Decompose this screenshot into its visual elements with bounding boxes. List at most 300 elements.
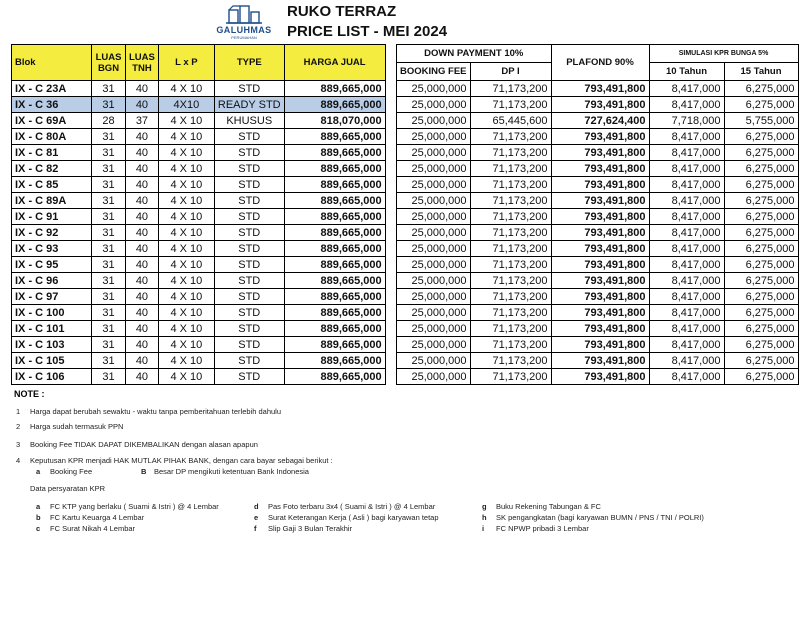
cell-lxp: 4 X 10 <box>158 289 214 305</box>
cell-blok: IX - C 85 <box>12 177 92 193</box>
unit-row <box>12 225 386 241</box>
cell-blok: IX - C 82 <box>12 161 92 177</box>
cell-booking-fee: 25,000,000 <box>397 337 471 353</box>
cell-harga: 889,665,000 <box>284 145 385 161</box>
cell-tenor-10: 8,417,000 <box>649 177 724 193</box>
payment-table <box>396 44 799 385</box>
cell-booking-fee: 25,000,000 <box>397 353 471 369</box>
cell-dp: 71,173,200 <box>470 369 551 385</box>
cell-luas-tnh: 40 <box>126 321 159 337</box>
payment-a-key: a <box>36 467 41 476</box>
cell-harga: 889,665,000 <box>284 241 385 257</box>
doc-f-key: f <box>254 524 257 533</box>
unit-row <box>12 161 386 177</box>
cell-tenor-15: 5,755,000 <box>724 113 798 129</box>
cell-luas-tnh: 40 <box>126 369 159 385</box>
unit-row <box>12 97 386 113</box>
cell-lxp: 4 X 10 <box>158 145 214 161</box>
cell-tenor-10: 8,417,000 <box>649 161 724 177</box>
cell-plafond: 793,491,800 <box>551 97 649 113</box>
down-payment-header: DOWN PAYMENT 10% <box>397 45 552 63</box>
cell-blok: IX - C 103 <box>12 337 92 353</box>
cell-luas-tnh: 40 <box>126 257 159 273</box>
cell-lxp: 4 X 10 <box>158 161 214 177</box>
cell-lxp: 4 X 10 <box>158 225 214 241</box>
cell-tenor-15: 6,275,000 <box>724 257 798 273</box>
doc-d-key: d <box>254 502 259 511</box>
payment-row <box>397 337 799 353</box>
cell-lxp: 4 X 10 <box>158 257 214 273</box>
cell-type: STD <box>214 305 284 321</box>
cell-dp: 71,173,200 <box>470 273 551 289</box>
cell-luas-bgn: 31 <box>92 337 126 353</box>
cell-tenor-15: 6,275,000 <box>724 353 798 369</box>
cell-blok: IX - C 101 <box>12 321 92 337</box>
unit-table <box>11 44 386 385</box>
cell-type: STD <box>214 353 284 369</box>
cell-harga: 889,665,000 <box>284 81 385 97</box>
cell-booking-fee: 25,000,000 <box>397 193 471 209</box>
unit-row <box>12 273 386 289</box>
unit-row <box>12 321 386 337</box>
cell-tenor-15: 6,275,000 <box>724 129 798 145</box>
cell-harga: 889,665,000 <box>284 97 385 113</box>
unit-row <box>12 145 386 161</box>
cell-dp: 71,173,200 <box>470 97 551 113</box>
col-luas-bgn-header <box>92 45 126 81</box>
cell-type: STD <box>214 241 284 257</box>
cell-blok: IX - C 89A <box>12 193 92 209</box>
cell-type: STD <box>214 369 284 385</box>
docs-heading: Data persyaratan KPR <box>30 484 106 493</box>
cell-plafond: 793,491,800 <box>551 129 649 145</box>
cell-luas-bgn: 31 <box>92 369 126 385</box>
payment-row <box>397 177 799 193</box>
cell-booking-fee: 25,000,000 <box>397 209 471 225</box>
payment-row <box>397 305 799 321</box>
doc-e-text: Surat Keterangan Kerja ( Asli ) bagi karyawan tetap <box>268 513 439 522</box>
payment-b-key: B <box>141 467 147 476</box>
cell-tenor-15: 6,275,000 <box>724 81 798 97</box>
payment-row <box>397 129 799 145</box>
page-header <box>0 0 804 44</box>
payment-row <box>397 225 799 241</box>
cell-plafond: 793,491,800 <box>551 145 649 161</box>
cell-booking-fee: 25,000,000 <box>397 113 471 129</box>
unit-table-body <box>12 81 386 385</box>
payment-row <box>397 97 799 113</box>
cell-luas-bgn: 31 <box>92 353 126 369</box>
payment-row <box>397 145 799 161</box>
cell-luas-bgn: 31 <box>92 257 126 273</box>
cell-luas-tnh: 40 <box>126 193 159 209</box>
tenor-10-header: 10 Tahun <box>649 63 724 81</box>
cell-luas-bgn: 31 <box>92 97 126 113</box>
payment-row <box>397 241 799 257</box>
cell-harga: 889,665,000 <box>284 177 385 193</box>
col-type-header: TYPE <box>214 45 284 81</box>
cell-tenor-10: 8,417,000 <box>649 337 724 353</box>
cell-harga: 889,665,000 <box>284 257 385 273</box>
unit-row <box>12 353 386 369</box>
col-luas-tnh-line2: TNH <box>132 62 152 74</box>
cell-booking-fee: 25,000,000 <box>397 161 471 177</box>
cell-tenor-10: 8,417,000 <box>649 257 724 273</box>
cell-booking-fee: 25,000,000 <box>397 257 471 273</box>
cell-booking-fee: 25,000,000 <box>397 305 471 321</box>
col-luas-bgn-line2: BGN <box>97 62 120 74</box>
payment-b-text: Besar DP mengikuti ketentuan Bank Indonesia <box>154 467 309 476</box>
doc-a-key: a <box>36 502 41 511</box>
cell-dp: 71,173,200 <box>470 177 551 193</box>
cell-dp: 71,173,200 <box>470 81 551 97</box>
unit-row <box>12 241 386 257</box>
plafond-header: PLAFOND 90% <box>551 45 649 81</box>
payment-table-body <box>397 81 799 385</box>
cell-luas-tnh: 40 <box>126 337 159 353</box>
cell-blok: IX - C 23A <box>12 81 92 97</box>
cell-tenor-15: 6,275,000 <box>724 161 798 177</box>
note-3-num: 3 <box>16 440 21 449</box>
doc-i-key: i <box>482 524 485 533</box>
cell-harga: 889,665,000 <box>284 289 385 305</box>
cell-plafond: 793,491,800 <box>551 257 649 273</box>
cell-dp: 71,173,200 <box>470 161 551 177</box>
cell-type: KHUSUS <box>214 113 284 129</box>
cell-booking-fee: 25,000,000 <box>397 225 471 241</box>
cell-luas-tnh: 40 <box>126 161 159 177</box>
cell-dp: 71,173,200 <box>470 193 551 209</box>
cell-harga: 889,665,000 <box>284 321 385 337</box>
payment-a-text: Booking Fee <box>50 467 93 476</box>
doc-d-text: Pas Foto terbaru 3x4 ( Suami & Istri ) @ 4 Lembar <box>268 502 436 511</box>
logo-text: GALUHMAS <box>216 25 272 35</box>
cell-lxp: 4X10 <box>158 97 214 113</box>
cell-luas-bgn: 31 <box>92 289 126 305</box>
cell-lxp: 4 X 10 <box>158 321 214 337</box>
cell-lxp: 4 X 10 <box>158 337 214 353</box>
cell-lxp: 4 X 10 <box>158 209 214 225</box>
unit-row <box>12 257 386 273</box>
cell-blok: IX - C 81 <box>12 145 92 161</box>
cell-luas-bgn: 31 <box>92 81 126 97</box>
col-luas-tnh-line1: LUAS <box>129 51 155 63</box>
cell-plafond: 793,491,800 <box>551 193 649 209</box>
note-2-text: Harga sudah termasuk PPN <box>30 422 124 431</box>
payment-row <box>397 321 799 337</box>
cell-type: STD <box>214 129 284 145</box>
cell-dp: 65,445,600 <box>470 113 551 129</box>
cell-dp: 71,173,200 <box>470 145 551 161</box>
note-4-num: 4 <box>16 456 21 465</box>
cell-harga: 889,665,000 <box>284 129 385 145</box>
cell-luas-tnh: 40 <box>126 129 159 145</box>
cell-tenor-10: 8,417,000 <box>649 353 724 369</box>
cell-type: STD <box>214 81 284 97</box>
cell-harga: 889,665,000 <box>284 353 385 369</box>
building-icon <box>226 4 262 24</box>
cell-luas-tnh: 40 <box>126 305 159 321</box>
cell-luas-bgn: 31 <box>92 161 126 177</box>
cell-dp: 71,173,200 <box>470 241 551 257</box>
cell-luas-tnh: 40 <box>126 145 159 161</box>
cell-plafond: 793,491,800 <box>551 161 649 177</box>
cell-tenor-15: 6,275,000 <box>724 241 798 257</box>
cell-plafond: 727,624,400 <box>551 113 649 129</box>
cell-tenor-10: 8,417,000 <box>649 305 724 321</box>
dp-header: DP I <box>470 63 551 81</box>
cell-tenor-15: 6,275,000 <box>724 177 798 193</box>
cell-booking-fee: 25,000,000 <box>397 81 471 97</box>
doc-h-key: h <box>482 513 487 522</box>
cell-dp: 71,173,200 <box>470 225 551 241</box>
note-2-num: 2 <box>16 422 21 431</box>
cell-plafond: 793,491,800 <box>551 353 649 369</box>
cell-booking-fee: 25,000,000 <box>397 145 471 161</box>
unit-row <box>12 305 386 321</box>
cell-plafond: 793,491,800 <box>551 337 649 353</box>
unit-row <box>12 209 386 225</box>
cell-tenor-15: 6,275,000 <box>724 225 798 241</box>
unit-row <box>12 177 386 193</box>
cell-dp: 71,173,200 <box>470 353 551 369</box>
cell-tenor-10: 8,417,000 <box>649 369 724 385</box>
cell-luas-tnh: 37 <box>126 113 159 129</box>
payment-row <box>397 257 799 273</box>
cell-blok: IX - C 97 <box>12 289 92 305</box>
cell-blok: IX - C 80A <box>12 129 92 145</box>
note-1-text: Harga dapat berubah sewaktu - waktu tanpa pemberitahuan terlebih dahulu <box>30 407 282 416</box>
payment-row <box>397 193 799 209</box>
cell-luas-bgn: 31 <box>92 145 126 161</box>
doc-e-key: e <box>254 513 259 522</box>
booking-fee-header: BOOKING FEE <box>397 63 471 81</box>
cell-tenor-15: 6,275,000 <box>724 289 798 305</box>
col-blok-header: Blok <box>12 45 92 81</box>
cell-lxp: 4 X 10 <box>158 353 214 369</box>
cell-dp: 71,173,200 <box>470 257 551 273</box>
logo-subtext: PERUMAHAN <box>231 35 257 40</box>
cell-harga: 889,665,000 <box>284 225 385 241</box>
cell-lxp: 4 X 10 <box>158 81 214 97</box>
payment-row <box>397 289 799 305</box>
cell-tenor-15: 6,275,000 <box>724 97 798 113</box>
note-3-text: Booking Fee TIDAK DAPAT DIKEMBALIKAN dengan alasan apapun <box>30 440 258 449</box>
cell-luas-bgn: 31 <box>92 209 126 225</box>
cell-luas-tnh: 40 <box>126 289 159 305</box>
cell-harga: 818,070,000 <box>284 113 385 129</box>
note-1-num: 1 <box>16 407 21 416</box>
cell-harga: 889,665,000 <box>284 337 385 353</box>
cell-luas-tnh: 40 <box>126 353 159 369</box>
doc-c-key: c <box>36 524 41 533</box>
cell-blok: IX - C 91 <box>12 209 92 225</box>
cell-plafond: 793,491,800 <box>551 369 649 385</box>
cell-tenor-10: 8,417,000 <box>649 273 724 289</box>
cell-type: STD <box>214 177 284 193</box>
cell-harga: 889,665,000 <box>284 209 385 225</box>
cell-luas-bgn: 31 <box>92 225 126 241</box>
cell-plafond: 793,491,800 <box>551 81 649 97</box>
cell-blok: IX - C 105 <box>12 353 92 369</box>
cell-booking-fee: 25,000,000 <box>397 177 471 193</box>
doc-c-text: FC Surat Nikah 4 Lembar <box>50 524 136 533</box>
cell-type: STD <box>214 145 284 161</box>
cell-luas-tnh: 40 <box>126 97 159 113</box>
cell-luas-bgn: 31 <box>92 193 126 209</box>
payment-row <box>397 113 799 129</box>
col-harga-header: HARGA JUAL <box>284 45 385 81</box>
cell-lxp: 4 X 10 <box>158 241 214 257</box>
cell-blok: IX - C 106 <box>12 369 92 385</box>
doc-g-text: Buku Rekening Tabungan & FC <box>496 502 601 511</box>
cell-tenor-10: 8,417,000 <box>649 225 724 241</box>
cell-dp: 71,173,200 <box>470 289 551 305</box>
cell-luas-bgn: 31 <box>92 321 126 337</box>
doc-b-text: FC Kartu Keuarga 4 Lembar <box>50 513 145 522</box>
cell-tenor-10: 8,417,000 <box>649 209 724 225</box>
cell-type: STD <box>214 209 284 225</box>
cell-tenor-10: 8,417,000 <box>649 129 724 145</box>
cell-tenor-15: 6,275,000 <box>724 145 798 161</box>
cell-plafond: 793,491,800 <box>551 209 649 225</box>
cell-tenor-10: 8,417,000 <box>649 321 724 337</box>
cell-tenor-15: 6,275,000 <box>724 305 798 321</box>
cell-booking-fee: 25,000,000 <box>397 289 471 305</box>
cell-dp: 71,173,200 <box>470 337 551 353</box>
cell-luas-bgn: 31 <box>92 273 126 289</box>
cell-type: STD <box>214 337 284 353</box>
cell-type: STD <box>214 273 284 289</box>
cell-plafond: 793,491,800 <box>551 177 649 193</box>
col-luas-tnh-header <box>126 45 159 81</box>
cell-booking-fee: 25,000,000 <box>397 273 471 289</box>
page-subtitle: PRICE LIST - MEI 2024 <box>287 23 448 40</box>
cell-harga: 889,665,000 <box>284 273 385 289</box>
payment-header-row-1 <box>397 45 799 63</box>
table-header-row <box>12 45 386 81</box>
cell-plafond: 793,491,800 <box>551 241 649 257</box>
cell-lxp: 4 X 10 <box>158 113 214 129</box>
cell-type: STD <box>214 289 284 305</box>
cell-blok: IX - C 69A <box>12 113 92 129</box>
cell-tenor-10: 8,417,000 <box>649 97 724 113</box>
cell-blok: IX - C 93 <box>12 241 92 257</box>
cell-dp: 71,173,200 <box>470 129 551 145</box>
cell-luas-tnh: 40 <box>126 225 159 241</box>
cell-tenor-15: 6,275,000 <box>724 209 798 225</box>
cell-plafond: 793,491,800 <box>551 305 649 321</box>
cell-luas-tnh: 40 <box>126 241 159 257</box>
cell-plafond: 793,491,800 <box>551 225 649 241</box>
cell-type: READY STD <box>214 97 284 113</box>
cell-tenor-10: 8,417,000 <box>649 81 724 97</box>
cell-luas-tnh: 40 <box>126 273 159 289</box>
tenor-15-header: 15 Tahun <box>724 63 798 81</box>
cell-harga: 889,665,000 <box>284 161 385 177</box>
cell-luas-tnh: 40 <box>126 177 159 193</box>
unit-row <box>12 113 386 129</box>
payment-row <box>397 209 799 225</box>
doc-g-key: g <box>482 502 487 511</box>
cell-harga: 889,665,000 <box>284 369 385 385</box>
cell-booking-fee: 25,000,000 <box>397 97 471 113</box>
cell-lxp: 4 X 10 <box>158 177 214 193</box>
unit-row <box>12 289 386 305</box>
col-lxp-header: L x P <box>158 45 214 81</box>
cell-dp: 71,173,200 <box>470 321 551 337</box>
cell-dp: 71,173,200 <box>470 209 551 225</box>
cell-lxp: 4 X 10 <box>158 305 214 321</box>
unit-row <box>12 337 386 353</box>
cell-blok: IX - C 100 <box>12 305 92 321</box>
galuhmas-logo <box>212 4 276 42</box>
doc-b-key: b <box>36 513 41 522</box>
cell-tenor-10: 8,417,000 <box>649 241 724 257</box>
cell-plafond: 793,491,800 <box>551 289 649 305</box>
cell-tenor-10: 8,417,000 <box>649 145 724 161</box>
cell-lxp: 4 X 10 <box>158 273 214 289</box>
note-4-text: Keputusan KPR menjadi HAK MUTLAK PIHAK BANK, dengan cara bayar sebagai berikut : <box>30 456 333 465</box>
cell-harga: 889,665,000 <box>284 305 385 321</box>
doc-h-text: SK pengangkatan (bagi karyawan BUMN / PNS / TNI / POLRI) <box>496 513 704 522</box>
page-title: RUKO TERRAZ <box>287 3 397 20</box>
cell-luas-tnh: 40 <box>126 81 159 97</box>
cell-tenor-15: 6,275,000 <box>724 193 798 209</box>
cell-luas-bgn: 31 <box>92 177 126 193</box>
cell-type: STD <box>214 321 284 337</box>
cell-blok: IX - C 36 <box>12 97 92 113</box>
col-luas-bgn-line1: LUAS <box>95 51 122 63</box>
cell-booking-fee: 25,000,000 <box>397 321 471 337</box>
payment-row <box>397 161 799 177</box>
cell-harga: 889,665,000 <box>284 193 385 209</box>
doc-f-text: Slip Gaji 3 Bulan Terakhir <box>268 524 353 533</box>
cell-type: STD <box>214 161 284 177</box>
unit-row <box>12 129 386 145</box>
cell-lxp: 4 X 10 <box>158 193 214 209</box>
cell-luas-bgn: 31 <box>92 129 126 145</box>
doc-i-text: FC NPWP pribadi 3 Lembar <box>496 524 589 533</box>
cell-tenor-10: 8,417,000 <box>649 193 724 209</box>
cell-blok: IX - C 92 <box>12 225 92 241</box>
payment-row <box>397 369 799 385</box>
cell-tenor-10: 7,718,000 <box>649 113 724 129</box>
cell-booking-fee: 25,000,000 <box>397 129 471 145</box>
cell-luas-bgn: 28 <box>92 113 126 129</box>
cell-type: STD <box>214 257 284 273</box>
unit-row <box>12 369 386 385</box>
cell-luas-bgn: 31 <box>92 241 126 257</box>
cell-lxp: 4 X 10 <box>158 369 214 385</box>
cell-luas-tnh: 40 <box>126 209 159 225</box>
cell-booking-fee: 25,000,000 <box>397 241 471 257</box>
doc-a-text: FC KTP yang berlaku ( Suami & Istri ) @ 4 Lembar <box>50 502 219 511</box>
cell-tenor-15: 6,275,000 <box>724 273 798 289</box>
notes-heading: NOTE : <box>14 389 45 399</box>
cell-dp: 71,173,200 <box>470 305 551 321</box>
payment-row <box>397 81 799 97</box>
cell-lxp: 4 X 10 <box>158 129 214 145</box>
cell-booking-fee: 25,000,000 <box>397 369 471 385</box>
simulasi-header: SIMULASI KPR BUNGA 5% <box>649 45 798 63</box>
cell-blok: IX - C 96 <box>12 273 92 289</box>
cell-tenor-15: 6,275,000 <box>724 337 798 353</box>
cell-type: STD <box>214 225 284 241</box>
payment-row <box>397 273 799 289</box>
payment-row <box>397 353 799 369</box>
cell-plafond: 793,491,800 <box>551 321 649 337</box>
